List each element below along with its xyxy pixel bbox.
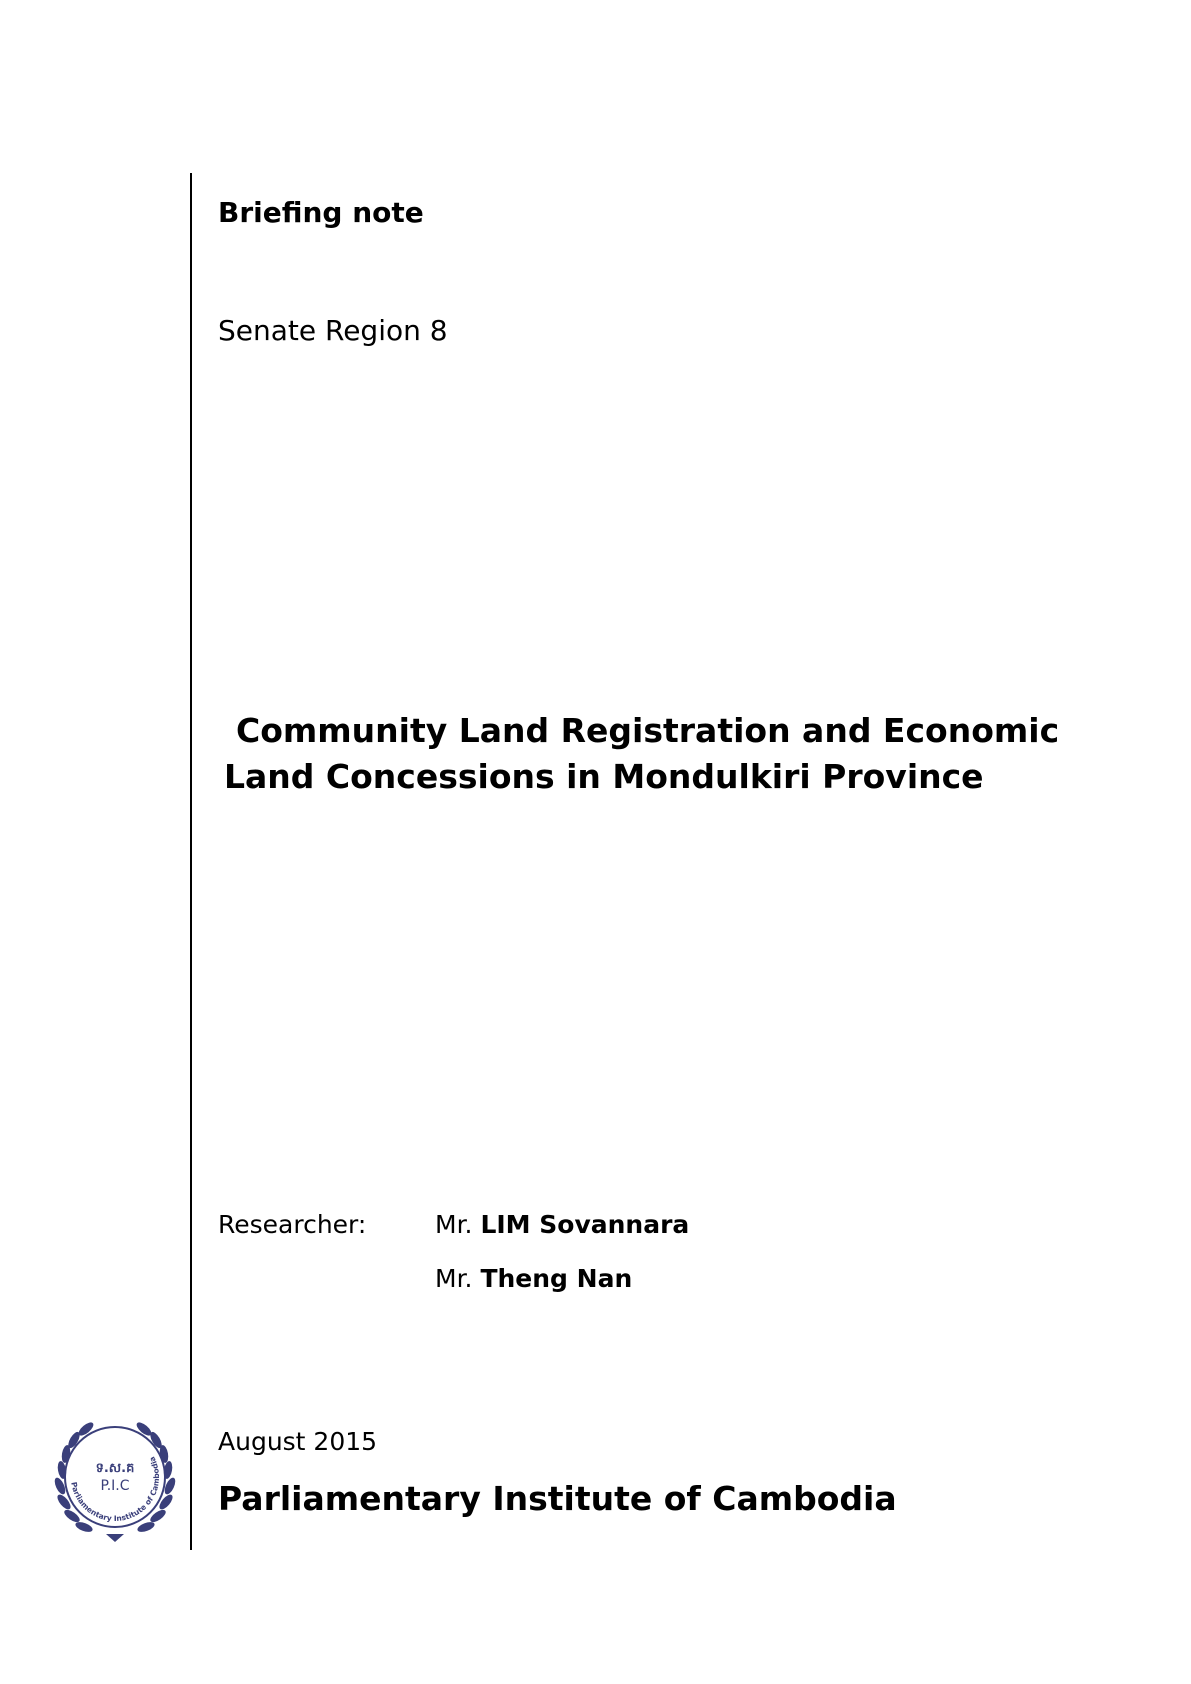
publication-date: August 2015	[218, 1427, 378, 1456]
logo-abbr-khmer: ទ.ស.គ	[95, 1461, 135, 1476]
institute-name: Parliamentary Institute of Cambodia	[218, 1479, 897, 1518]
researcher-prefix: Mr.	[435, 1264, 473, 1293]
title-line-1: Community Land Registration and Economic	[236, 711, 1060, 750]
researcher-1	[435, 1210, 689, 1239]
senate-region: Senate Region 8	[218, 314, 448, 347]
title-line-2: Land Concessions in Mondulkiri Province	[224, 757, 984, 796]
researcher-name: LIM Sovannara	[480, 1210, 690, 1239]
vertical-rule	[190, 173, 192, 1550]
document-type: Briefing note	[218, 196, 424, 229]
logo-abbr-latin: P.I.C	[100, 1478, 130, 1494]
researcher-name: Theng Nan	[480, 1264, 633, 1293]
researcher-label: Researcher:	[218, 1210, 367, 1239]
researcher-prefix: Mr.	[435, 1210, 473, 1239]
researcher-2	[435, 1264, 632, 1293]
logo-ring-text: Parliamentary Institute of Cambodia	[69, 1455, 162, 1524]
pic-logo-icon	[48, 1410, 182, 1544]
document-title	[224, 708, 1060, 800]
